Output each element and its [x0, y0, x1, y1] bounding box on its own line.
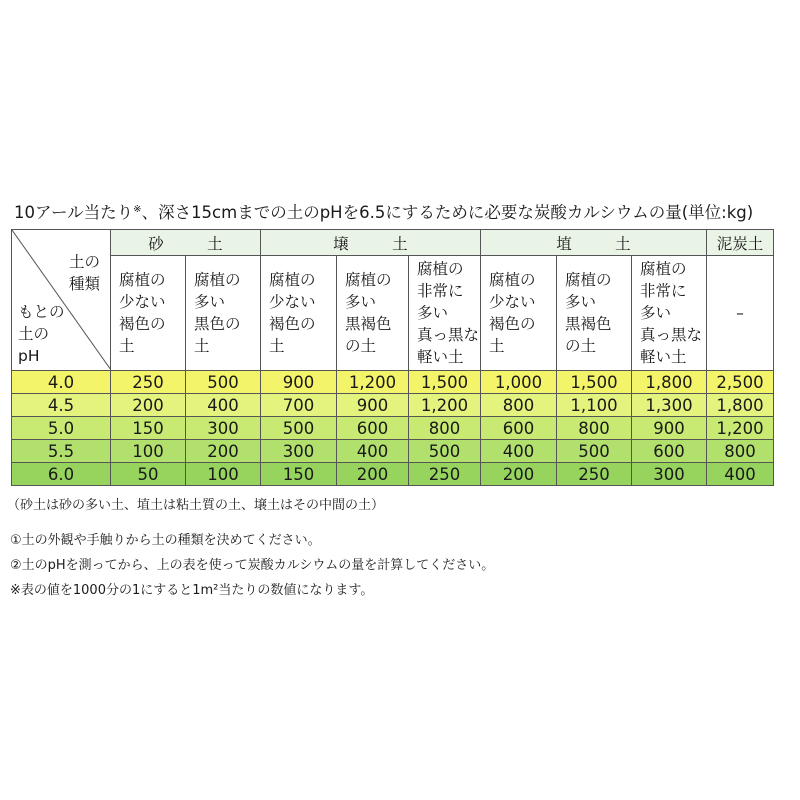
soil-type-label-line: 土の [68, 253, 100, 271]
value-cell: 800 [409, 417, 481, 440]
note-line: ※表の値を1000分の1にすると1m²当たりの数値になります。 [10, 583, 374, 598]
value-cell: 800 [481, 394, 557, 417]
subheader-line: 軽い土 [417, 348, 464, 366]
value-cell: 900 [632, 417, 707, 440]
value-cell: 500 [261, 417, 337, 440]
value-cell: 300 [261, 440, 337, 463]
soil-definition-note: （砂土は砂の多い土、埴土は粘土質の土、壌土はその中間の土） [7, 498, 385, 513]
value-cell: 700 [261, 394, 337, 417]
value-cell: 150 [111, 417, 186, 440]
value-cell: 300 [632, 463, 707, 486]
ph-cell: 6.0 [12, 463, 111, 486]
value-cell: 600 [481, 417, 557, 440]
instruction-notes [10, 528, 494, 603]
group-header-row [12, 230, 774, 256]
subheader-cell [632, 256, 707, 371]
note-line: ①土の外観や手触りから土の種類を決めてください。 [10, 533, 321, 548]
subheader-line: 軽い土 [640, 348, 687, 366]
value-cell: 250 [111, 371, 186, 394]
table-body [12, 371, 774, 486]
subheader-line: 腐植の [489, 271, 536, 289]
value-cell: 600 [632, 440, 707, 463]
value-cell: 900 [261, 371, 337, 394]
value-cell: 200 [186, 440, 261, 463]
value-cell: 400 [707, 463, 774, 486]
table-row [12, 463, 774, 486]
value-cell: 1,500 [557, 371, 632, 394]
value-cell: 1,200 [409, 394, 481, 417]
subheader-line: 褐色の [269, 315, 316, 333]
value-cell: 1,300 [632, 394, 707, 417]
value-cell: 50 [111, 463, 186, 486]
ph-cell: 5.0 [12, 417, 111, 440]
subheader-line: 腐植の [565, 271, 612, 289]
subheader-line: 少ない [489, 293, 536, 311]
subheader-line: 土 [119, 337, 135, 355]
value-cell: 600 [337, 417, 409, 440]
subheader-line: 土 [269, 337, 285, 355]
calcium-carbonate-table [11, 229, 774, 486]
note-line: ②土のpHを測ってから、上の表を使って炭酸カルシウムの量を計算してください。 [10, 558, 495, 573]
subheader-cell [409, 256, 481, 371]
table-row [12, 371, 774, 394]
subheader-cell [557, 256, 632, 371]
group-header-loam: 壌 土 [261, 230, 481, 256]
group-header-clay: 埴 土 [481, 230, 707, 256]
subheader-cell [481, 256, 557, 371]
subheader-cell [186, 256, 261, 371]
original-ph-label-line: もとの [18, 303, 65, 321]
table-row [12, 394, 774, 417]
subheader-line: の土 [345, 337, 377, 355]
value-cell: 200 [337, 463, 409, 486]
value-cell: 1,200 [707, 417, 774, 440]
title-text-after: 、深さ15cmまでの土のpHを6.5にするために必要な炭酸カルシウムの量(単位:kg) [141, 203, 754, 222]
subheader-line: 褐色の [489, 315, 536, 333]
value-cell: 1,500 [409, 371, 481, 394]
subheader-line: 多い [565, 293, 597, 311]
table-row [12, 417, 774, 440]
value-cell: 100 [186, 463, 261, 486]
subheader-line: 非常に [417, 282, 464, 300]
value-cell: 900 [337, 394, 409, 417]
subheader-line: 褐色の [119, 315, 166, 333]
subheader-line: 黒褐色 [565, 315, 612, 333]
value-cell: 1,800 [707, 394, 774, 417]
subheader-line: 土 [489, 337, 505, 355]
subheader-row [12, 256, 774, 371]
ph-cell: 4.5 [12, 394, 111, 417]
group-header-sand: 砂 土 [111, 230, 261, 256]
original-ph-label-line: 土の [18, 325, 50, 343]
title-reference-mark: ※ [133, 204, 142, 215]
subheader-line: 多い [194, 293, 226, 311]
value-cell: 1,000 [481, 371, 557, 394]
subheader-line: 非常に [640, 282, 687, 300]
value-cell: 800 [557, 417, 632, 440]
subheader-line: 多い [640, 304, 672, 322]
ph-cell: 4.0 [12, 371, 111, 394]
subheader-line: 真っ黒な [640, 326, 703, 344]
subheader-cell [337, 256, 409, 371]
subheader-line: 土 [194, 337, 210, 355]
subheader-cell-peat: – [707, 256, 774, 371]
subheader-line: 黒色の [194, 315, 241, 333]
value-cell: 400 [186, 394, 261, 417]
value-cell: 1,100 [557, 394, 632, 417]
subheader-line: 多い [345, 293, 377, 311]
soil-type-label [69, 251, 100, 295]
subheader-line: 腐植の [269, 271, 316, 289]
subheader-line: 黒褐色 [345, 315, 392, 333]
subheader-cell [261, 256, 337, 371]
subheader-line: 真っ黒な [417, 326, 480, 344]
value-cell: 800 [707, 440, 774, 463]
group-header-peat: 泥炭土 [707, 230, 774, 256]
value-cell: 1,200 [337, 371, 409, 394]
subheader-line: 少ない [119, 293, 166, 311]
subheader-line: 腐植の [194, 271, 241, 289]
subheader-cell [111, 256, 186, 371]
value-cell: 100 [111, 440, 186, 463]
value-cell: 300 [186, 417, 261, 440]
subheader-line: 少ない [269, 293, 316, 311]
value-cell: 150 [261, 463, 337, 486]
value-cell: 250 [409, 463, 481, 486]
value-cell: 400 [481, 440, 557, 463]
original-ph-label-line: pH [18, 347, 40, 365]
value-cell: 500 [186, 371, 261, 394]
subheader-line: 腐植の [640, 260, 687, 278]
value-cell: 500 [557, 440, 632, 463]
value-cell: 200 [111, 394, 186, 417]
subheader-line: 腐植の [345, 271, 392, 289]
subheader-line: 多い [417, 304, 449, 322]
subheader-line: 腐植の [417, 260, 464, 278]
table-title [14, 199, 794, 224]
original-ph-label [18, 301, 65, 367]
title-text-before: 10アール当たり [14, 203, 134, 222]
value-cell: 2,500 [707, 371, 774, 394]
value-cell: 250 [557, 463, 632, 486]
value-cell: 500 [409, 440, 481, 463]
table-row [12, 440, 774, 463]
subheader-line: 腐植の [119, 271, 166, 289]
ph-cell: 5.5 [12, 440, 111, 463]
corner-header-cell [12, 230, 111, 371]
value-cell: 400 [337, 440, 409, 463]
subheader-line: の土 [565, 337, 597, 355]
value-cell: 1,800 [632, 371, 707, 394]
value-cell: 200 [481, 463, 557, 486]
soil-type-label-line: 種類 [68, 275, 100, 293]
